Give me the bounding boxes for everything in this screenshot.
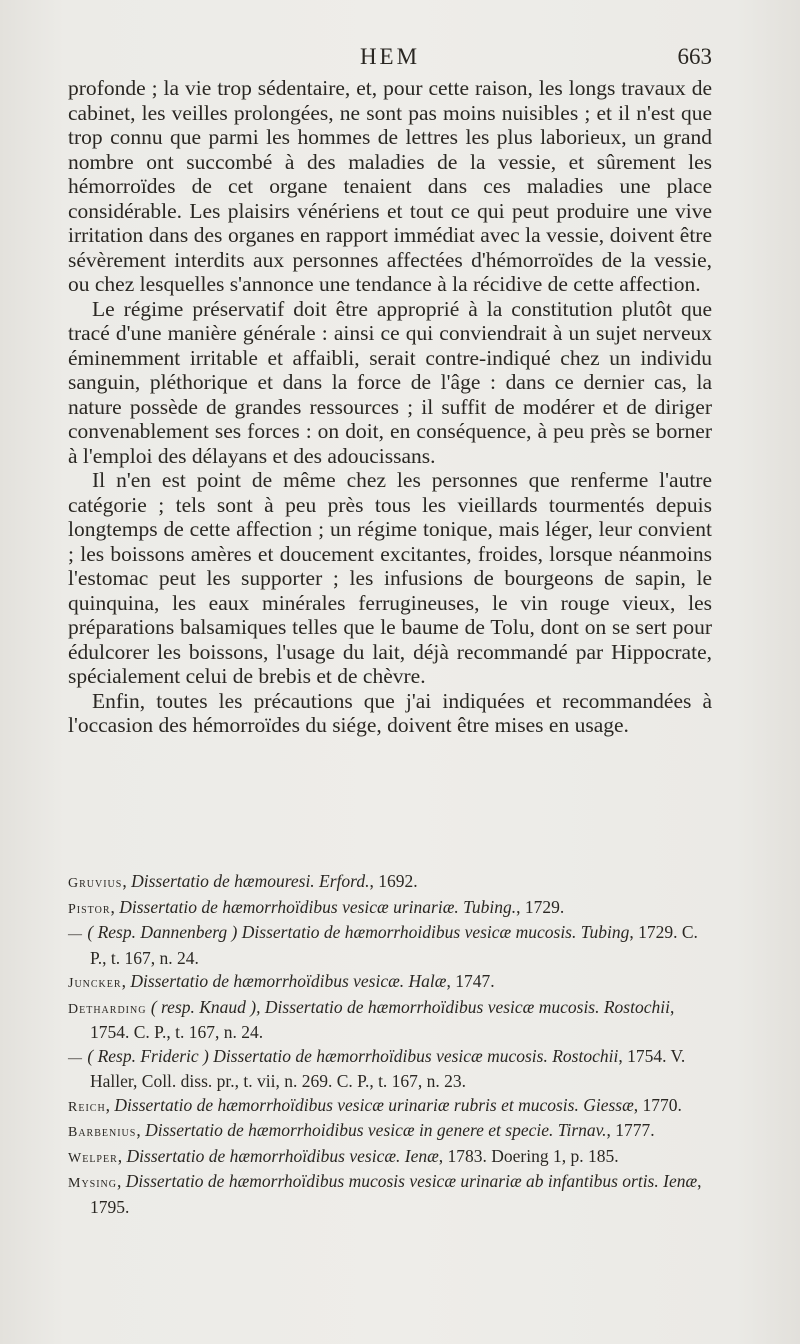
page-number: 663	[677, 44, 712, 69]
reference-details: , 1747.	[446, 971, 495, 991]
reference-details: , 1795.	[90, 1171, 702, 1217]
reference-author: Welper	[68, 1150, 118, 1166]
reference-entry: Reich, Dissertatio de hæmorrhoïdibus vesicæ urinariæ rubris et mucosis. Giessæ, 1770.	[68, 1094, 682, 1115]
running-title: HEM	[359, 44, 421, 69]
reference-title: Dissertatio de hæmorrhoïdibus mucosis vesicæ urinariæ ab infantibus ortis. Ienæ	[125, 1171, 698, 1191]
reference-details: , 1777.	[606, 1120, 655, 1140]
reference-title: ( Resp. Dannenberg ) Dissertatio de hæmorrhoidibus vesicæ mucosis. Tubing	[87, 922, 630, 942]
reference-entry: Pistor, Dissertatio de hæmorrhoïdibus vesicæ urinariæ. Tubing., 1729.	[68, 896, 565, 917]
reference-title: ( resp. Knaud ), Dissertatio de hæmorrhoïdibus vesicæ mucosis. Rostochii	[150, 996, 670, 1017]
reference-title: ( Resp. Frideric ) Dissertatio de hæmorrhoïdibus vesicæ mucosis. Rostochii	[87, 1045, 619, 1066]
paragraph: profonde ; la vie trop sédentaire, et, pour cette raison, les longs travaux de cabinet, les veilles prolongées, ne sont pas moins nuisibles ; et il n'est que trop connu que parmi les hommes de lettres les plus laborieux, un grand nombre ont succombé à des maladies de la vessie, et sûrement les hémorroïdes de cet organe tenaient dans ces maladies une place considérable. Les plaisirs vénériens et tout ce qui peut produire une vive irritation dans des organes en rapport immédiat avec la vessie, doivent être sévèrement interdits aux personnes affectées d'hémorroïdes de la vessie, ou chez lesquelles s'annonce une tendance à la récidive de cette affection.	[68, 76, 712, 296]
bibliography	[68, 870, 714, 1219]
reference-details: , 1754. V. Haller, Coll. diss. pr., t. vii, n. 269. C. P., t. 167, n. 23.	[90, 1045, 686, 1091]
body-text	[68, 76, 712, 738]
reference-title: Dissertatio de hæmorrhoidibus vesicæ in genere et specie. Tirnav.	[145, 1120, 607, 1140]
reference-entry: Barbenius, Dissertatio de hæmorrhoidibus vesicæ in genere et specie. Tirnav., 1777.	[68, 1120, 655, 1140]
reference-entry	[68, 1045, 714, 1094]
reference-author: Reich	[68, 1099, 106, 1115]
reference-details: , 1692.	[369, 871, 418, 891]
paragraph: Il n'en est point de même chez les personnes que renferme l'autre catégorie ; tels sont à peu près tous les vieillards tourmentés depuis longtemps de cette affection ; un régime tonique, mais léger, leur convient ; les boissons amères et doucement excitantes, froides, lorsque néanmoins l'estomac peut les supporter ; les infusions de bourgeons de sapin, le quinquina, les eaux minérales ferrugineuses, le vin rouge vieux, les préparations balsamiques telles que le baume de Tolu, dont on se sert pour édulcorer les boissons, l'usage du lait, déjà recommandé par Hippocrate, spécialement celui de brebis et de chèvre.	[68, 468, 712, 688]
reference-author: —	[68, 927, 83, 942]
paragraph: Le régime préservatif doit être approprié à la constitution plutôt que tracé d'une manière générale : ainsi ce qui conviendrait à un sujet nerveux éminemment irritable et affaibli, serait contre-indiqué chez un individu sanguin, pléthorique et dans la force de l'âge : dans ce dernier cas, la nature possède de grandes ressources ; il suffit de modérer et de diriger convenablement ses forces : on doit, en conséquence, à peu près se borner à l'emploi des délayans et des adoucissans.	[68, 296, 712, 468]
reference-details: , 1729. C. P., t. 167, n. 24.	[90, 922, 698, 968]
reference-author: —	[68, 1050, 83, 1066]
reference-author: Juncker	[68, 976, 122, 991]
reference-details: , 1783. Doering 1, p. 185.	[438, 1145, 619, 1166]
reference-details: , 1754. C. P., t. 167, n. 24.	[90, 996, 675, 1042]
reference-title: Dissertatio de hæmorrhoïdibus vesicæ urinariæ. Tubing.	[119, 896, 517, 917]
reference-entry: Welper, Dissertatio de hæmorrhoïdibus vesicæ. Ienæ, 1783. Doering 1, p. 185.	[68, 1145, 619, 1166]
reference-title: Dissertatio de hæmorrhoïdibus vesicæ urinariæ rubris et mucosis. Giessæ	[114, 1094, 634, 1115]
reference-author: Barbenius	[68, 1125, 137, 1140]
reference-author: Mysing	[68, 1176, 118, 1191]
reference-author: Detharding	[68, 1001, 147, 1017]
reference-title: Dissertatio de hæmorrhoïdibus vesicæ. Halæ	[130, 971, 447, 991]
reference-entry	[68, 921, 714, 970]
reference-author: Gruvius	[68, 876, 123, 891]
reference-details: , 1729.	[516, 896, 565, 917]
page-header	[68, 44, 712, 74]
reference-author: Pistor	[68, 901, 111, 917]
reference-entry	[68, 996, 714, 1045]
reference-title: Dissertatio de hæmouresi. Erford.	[131, 871, 370, 891]
reference-entry: Mysing, Dissertatio de hæmorrhoïdibus mucosis vesicæ urinariæ ab infantibus ortis. Ienæ, 1795.	[68, 1171, 702, 1217]
reference-entry: Juncker, Dissertatio de hæmorrhoïdibus vesicæ. Halæ, 1747.	[68, 971, 495, 991]
reference-entry: Gruvius, Dissertatio de hæmouresi. Erford., 1692.	[68, 871, 418, 891]
reference-title: Dissertatio de hæmorrhoïdibus vesicæ. Ienæ	[126, 1145, 439, 1166]
reference-details: , 1770.	[633, 1094, 682, 1115]
paragraph: Enfin, toutes les précautions que j'ai indiquées et recommandées à l'occasion des hémorroïdes du siége, doivent être mises en usage.	[68, 688, 712, 737]
